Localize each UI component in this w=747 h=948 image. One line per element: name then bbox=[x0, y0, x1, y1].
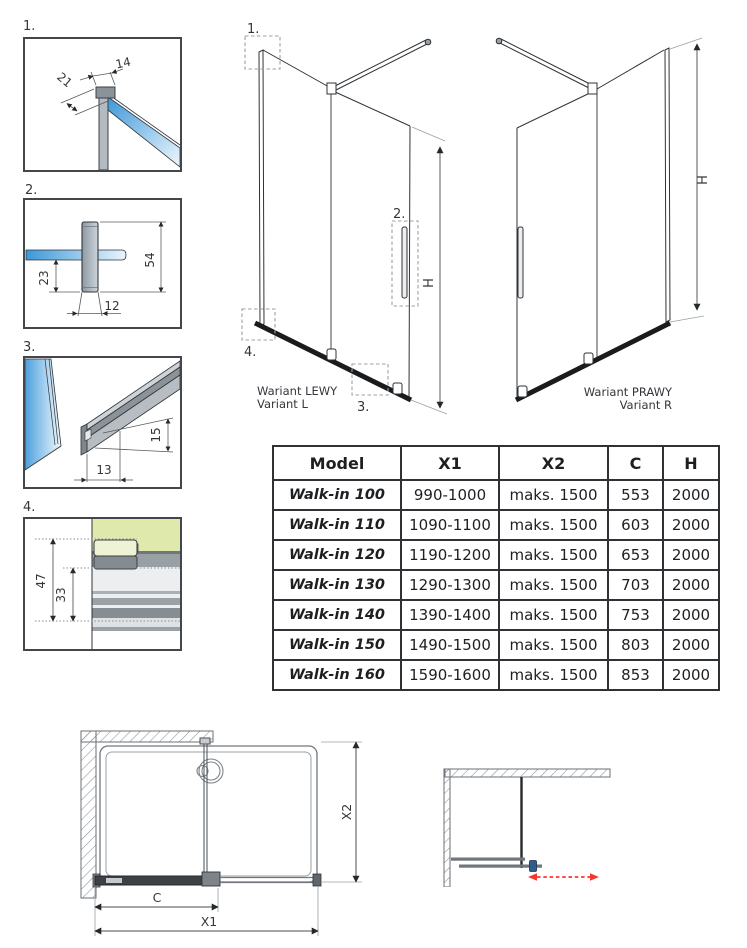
variant-left-height-dimension bbox=[411, 127, 447, 414]
model-cell: Walk-in 160 bbox=[273, 660, 401, 690]
detail-2-label: 2. bbox=[25, 183, 38, 198]
table-row bbox=[273, 660, 719, 690]
floor-rail-profile bbox=[81, 361, 180, 455]
dim-x2-label: X2 bbox=[339, 803, 354, 821]
callout-2-label: 2. bbox=[393, 207, 406, 222]
drain bbox=[197, 759, 223, 783]
slide-direction-arrow bbox=[528, 873, 599, 881]
dim-33-label: 33 bbox=[54, 587, 68, 603]
spec-table-body bbox=[273, 480, 719, 690]
variant-left-subtitle: Variant L bbox=[257, 397, 308, 411]
wall-anchor-cap bbox=[425, 39, 431, 45]
glass-holder bbox=[94, 540, 138, 569]
variant-right-drawing bbox=[496, 38, 670, 400]
bar-clamp bbox=[588, 83, 597, 94]
glass-panel bbox=[26, 250, 126, 260]
detail-4-box bbox=[23, 517, 182, 651]
header-x1: X1 bbox=[401, 446, 499, 480]
value-cell: 1090-1100 bbox=[401, 510, 499, 540]
roller bbox=[393, 383, 402, 394]
value-cell: 2000 bbox=[663, 600, 719, 630]
value-cell: 1190-1200 bbox=[401, 540, 499, 570]
wall-anchor-cap bbox=[496, 38, 502, 44]
callout-1-label: 1. bbox=[247, 22, 260, 37]
glass-rail-plan bbox=[93, 872, 321, 887]
dim-x1-label: X1 bbox=[200, 914, 218, 929]
value-cell: 653 bbox=[608, 540, 663, 570]
header-x2: X2 bbox=[499, 446, 608, 480]
detail-3-box bbox=[23, 356, 182, 489]
value-cell: maks. 1500 bbox=[499, 570, 608, 600]
value-cell: 1390-1400 bbox=[401, 600, 499, 630]
walls bbox=[81, 731, 213, 898]
value-cell: 2000 bbox=[663, 630, 719, 660]
value-cell: 2000 bbox=[663, 570, 719, 600]
table-row bbox=[273, 540, 719, 570]
value-cell: 1490-1500 bbox=[401, 630, 499, 660]
value-cell: 2000 bbox=[663, 510, 719, 540]
variant-right-subtitle: Variant R bbox=[619, 398, 672, 412]
detail-4-drawing bbox=[25, 519, 180, 649]
dim-14-label: 14 bbox=[114, 54, 133, 72]
header-h: H bbox=[663, 446, 719, 480]
detail-2-drawing bbox=[25, 200, 180, 327]
value-cell: 853 bbox=[608, 660, 663, 690]
dim-21-label: 21 bbox=[54, 69, 75, 91]
glass-panel bbox=[108, 94, 180, 167]
shower-tray bbox=[100, 746, 317, 882]
value-cell: 753 bbox=[608, 600, 663, 630]
dimension-lines bbox=[53, 539, 73, 621]
value-cell: 703 bbox=[608, 570, 663, 600]
model-cell: Walk-in 130 bbox=[273, 570, 401, 600]
header-model: Model bbox=[273, 446, 401, 480]
dim-47-label: 47 bbox=[34, 573, 48, 589]
value-cell: 990-1000 bbox=[401, 480, 499, 510]
value-cell: 603 bbox=[608, 510, 663, 540]
callout-3-label: 3. bbox=[357, 400, 370, 415]
variant-left-title: Wariant LEWY bbox=[257, 384, 338, 398]
spec-table bbox=[272, 445, 720, 691]
table-row bbox=[273, 570, 719, 600]
value-cell: maks. 1500 bbox=[499, 510, 608, 540]
detail-1-label: 1. bbox=[23, 19, 36, 34]
variant-right-height-label: H bbox=[696, 175, 711, 185]
table-row bbox=[273, 630, 719, 660]
detail-2-box bbox=[23, 198, 182, 329]
door-handle bbox=[518, 227, 523, 298]
value-cell: 2000 bbox=[663, 540, 719, 570]
roller bbox=[327, 349, 336, 360]
rail-section-bands bbox=[92, 519, 180, 649]
dim-54-label: 54 bbox=[143, 252, 157, 268]
detail-3-drawing bbox=[25, 358, 180, 487]
model-cell: Walk-in 110 bbox=[273, 510, 401, 540]
handle-marker bbox=[530, 861, 537, 872]
value-cell: maks. 1500 bbox=[499, 540, 608, 570]
dim-15-label: 15 bbox=[149, 427, 163, 443]
support-bar-plan bbox=[200, 738, 210, 872]
dim-12-label: 12 bbox=[104, 299, 120, 313]
value-cell: 2000 bbox=[663, 480, 719, 510]
door-handle bbox=[402, 227, 407, 298]
roller bbox=[584, 353, 593, 364]
table-row bbox=[273, 510, 719, 540]
table-header-row bbox=[273, 446, 719, 480]
bar-clamp bbox=[327, 83, 336, 94]
value-cell: 2000 bbox=[663, 660, 719, 690]
header-c: C bbox=[608, 446, 663, 480]
value-cell: 553 bbox=[608, 480, 663, 510]
detail-1-box bbox=[23, 37, 182, 172]
table-row bbox=[273, 600, 719, 630]
callout-4-label: 4. bbox=[244, 345, 257, 360]
detail-4-label: 4. bbox=[23, 500, 36, 515]
model-cell: Walk-in 150 bbox=[273, 630, 401, 660]
model-cell: Walk-in 140 bbox=[273, 600, 401, 630]
dim-13-label: 13 bbox=[96, 463, 112, 477]
value-cell: maks. 1500 bbox=[499, 600, 608, 630]
walls bbox=[444, 769, 610, 887]
value-cell: maks. 1500 bbox=[499, 630, 608, 660]
variant-right-title: Wariant PRAWY bbox=[583, 385, 672, 399]
value-cell: 803 bbox=[608, 630, 663, 660]
value-cell: maks. 1500 bbox=[499, 480, 608, 510]
variant-left-height-label: H bbox=[422, 278, 437, 288]
handle-profile bbox=[82, 222, 98, 292]
model-cell: Walk-in 100 bbox=[273, 480, 401, 510]
detail-3-label: 3. bbox=[23, 340, 36, 355]
detail-1-drawing bbox=[25, 39, 180, 170]
value-cell: maks. 1500 bbox=[499, 660, 608, 690]
roller bbox=[518, 386, 527, 397]
sliding-schematic-drawing bbox=[440, 760, 620, 887]
glass-panel bbox=[25, 359, 61, 470]
dim-23-label: 23 bbox=[37, 270, 51, 286]
value-cell: 1590-1600 bbox=[401, 660, 499, 690]
plan-view-drawing bbox=[78, 725, 370, 943]
sliding-panels bbox=[451, 858, 542, 872]
dim-c-label: C bbox=[152, 890, 162, 905]
model-cell: Walk-in 120 bbox=[273, 540, 401, 570]
variant-drawings bbox=[230, 15, 715, 415]
table-row bbox=[273, 480, 719, 510]
value-cell: 1290-1300 bbox=[401, 570, 499, 600]
